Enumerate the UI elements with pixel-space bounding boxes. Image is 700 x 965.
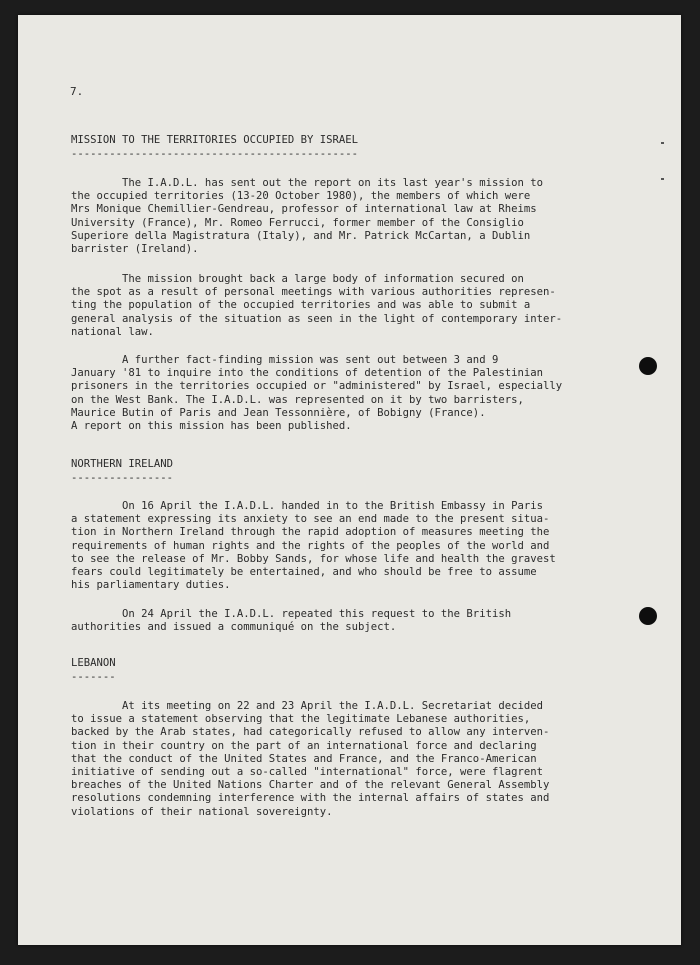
- text-line: tion in Northern Ireland through the rapid adoption of measures meeting the: [71, 526, 550, 539]
- text-line: his parliamentary duties.: [71, 579, 231, 592]
- text-line: resolutions condemning interference with the internal affairs of states and: [71, 792, 550, 805]
- text-line: authorities and issued a communiqué on the subject.: [71, 621, 397, 634]
- section-underline-lebanon: -------: [71, 671, 116, 683]
- text-line: tion in their country on the part of an international force and declaring: [71, 739, 537, 752]
- text-line: requirements of human rights and the rights of the peoples of the world and: [71, 539, 550, 552]
- section-heading-lebanon: LEBANON: [71, 657, 116, 669]
- document-body: [18, 15, 681, 945]
- text-line: At its meeting on 22 and 23 April the I.A.D.L. Secretariat decided: [71, 700, 543, 712]
- text-line: The mission brought back a large body of information secured on: [71, 273, 524, 285]
- section-underline-northern-ireland: ----------------: [71, 472, 174, 484]
- text-line: A report on this mission has been published.: [71, 420, 352, 433]
- text-line: January '81 to inquire into the conditions of detention of the Palestinian: [71, 367, 543, 380]
- text-line: On 24 April the I.A.D.L. repeated this request to the British: [71, 608, 512, 620]
- paper-mark: [661, 178, 664, 180]
- section-underline-territories: ---------------------------------------------: [71, 148, 359, 160]
- document-page: [18, 15, 681, 945]
- text-line: initiative of sending out a so-called "international" force, were flagrent: [71, 766, 543, 779]
- text-line: fears could legitimately be entertained, and who should be free to assume: [71, 566, 537, 579]
- text-line: Mrs Monique Chemillier-Gendreau, professor of international law at Rheims: [71, 203, 537, 216]
- text-line: University (France), Mr. Romeo Ferrucci, former member of the Consiglio: [71, 216, 524, 229]
- text-line: general analysis of the situation as seen in the light of contemporary inter-: [71, 312, 563, 325]
- text-line: national law.: [71, 325, 154, 338]
- section-heading-territories: MISSION TO THE TERRITORIES OCCUPIED BY ISRAEL: [71, 134, 359, 146]
- text-line: breaches of the United Nations Charter and of the relevant General Assembly: [71, 779, 550, 792]
- section-heading-northern-ireland: NORTHERN IRELAND: [71, 458, 174, 470]
- text-line: a statement expressing its anxiety to see an end made to the present situa-: [71, 513, 550, 526]
- paragraph-territories-1: [71, 177, 591, 256]
- page-number: 7.: [70, 85, 84, 98]
- punch-hole-bottom: [639, 607, 657, 625]
- text-line: Maurice Butin of Paris and Jean Tessonnière, of Bobigny (France).: [71, 406, 486, 419]
- paragraph-northern-ireland-1: [71, 500, 591, 592]
- text-line: the spot as a result of personal meetings with various authorities represen-: [71, 286, 556, 299]
- text-line: Superiore della Magistratura (Italy), and Mr. Patrick McCartan, a Dublin: [71, 229, 531, 242]
- text-line: that the conduct of the United States and France, and the Franco-American: [71, 752, 537, 765]
- text-line: barrister (Ireland).: [71, 243, 199, 256]
- text-line: A further fact-finding mission was sent out between 3 and 9: [71, 354, 499, 366]
- paragraph-northern-ireland-2: [71, 608, 591, 634]
- text-line: on the West Bank. The I.A.D.L. was represented on it by two barristers,: [71, 393, 524, 406]
- paper-mark: [661, 142, 664, 144]
- text-line: to see the release of Mr. Bobby Sands, for whose life and health the gravest: [71, 552, 556, 565]
- paragraph-territories-3: [71, 354, 591, 433]
- paragraph-lebanon-1: [71, 700, 591, 819]
- text-line: ting the population of the occupied territories and was able to submit a: [71, 299, 531, 312]
- text-line: prisoners in the territories occupied or "administered" by Israel, especially: [71, 380, 563, 393]
- text-line: the occupied territories (13-20 October 1980), the members of which were: [71, 190, 531, 203]
- text-line: The I.A.D.L. has sent out the report on its last year's mission to: [71, 177, 543, 189]
- text-line: backed by the Arab states, had categorically refused to allow any interven-: [71, 726, 550, 739]
- paragraph-territories-2: [71, 273, 591, 339]
- text-line: violations of their national sovereignty.: [71, 805, 333, 818]
- text-line: On 16 April the I.A.D.L. handed in to the British Embassy in Paris: [71, 500, 543, 512]
- text-line: to issue a statement observing that the legitimate Lebanese authorities,: [71, 713, 531, 726]
- punch-hole-top: [639, 357, 657, 375]
